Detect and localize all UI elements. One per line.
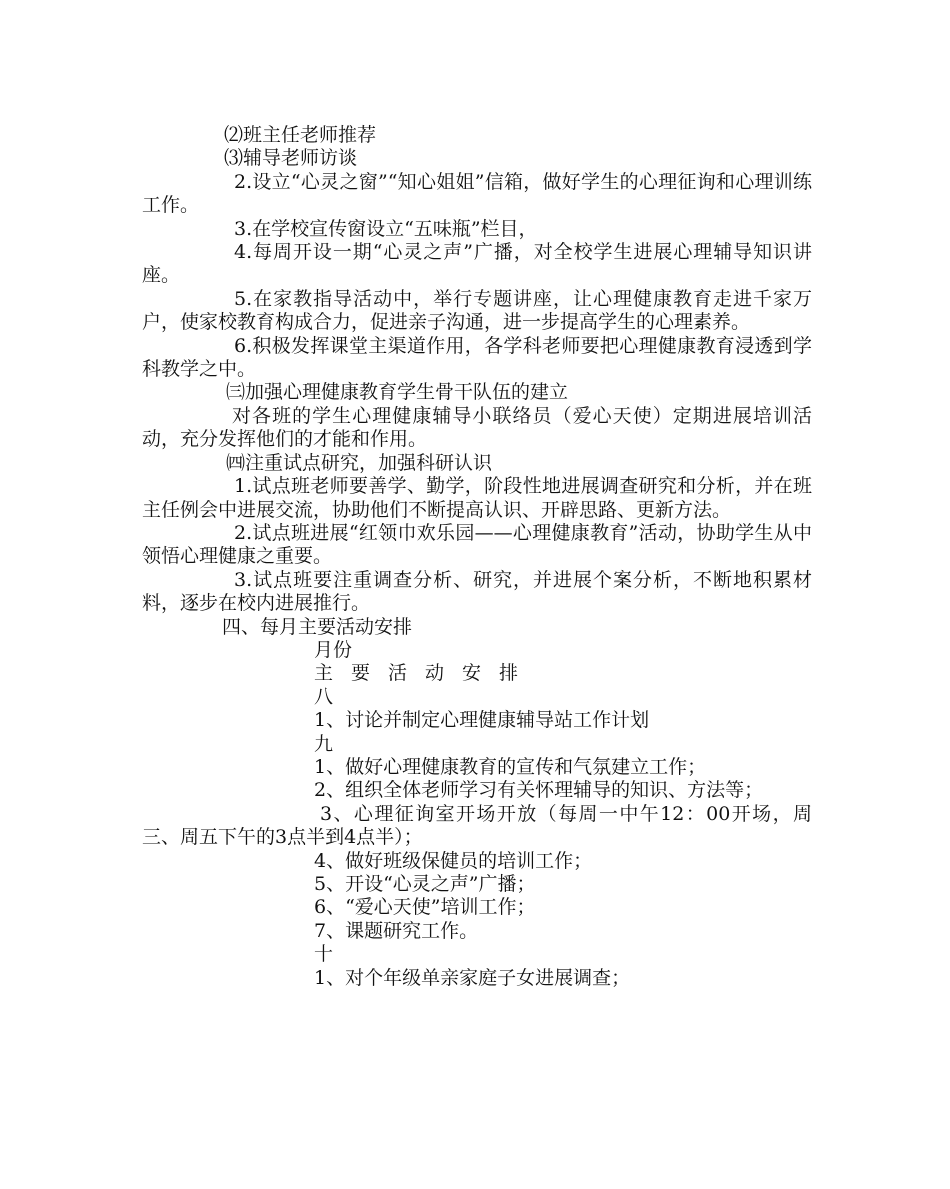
- document-body: [142, 124, 812, 990]
- schedule-activity: 4、做好班级保健员的培训工作；: [314, 849, 593, 872]
- schedule-header-activity: 主要活动安排: [314, 662, 537, 685]
- schedule-activity-counseling-room: 3、心理征询室开场开放（每周一中午12：00开场，周三、周五下午的3点半到4点半）；: [142, 802, 812, 849]
- schedule-activity: 2、组织全体老师学习有关怀理辅导的知识、方法等；: [314, 779, 764, 802]
- schedule-activity: 1、做好心理健康教育的宣传和气氛建立工作；: [314, 755, 707, 778]
- paragraph-pilot-3: 3.试点班要注重调查分析、研究，并进展个案分析，不断地积累材料，逐步在校内进展推行。: [142, 568, 812, 615]
- schedule-month-sep: 九: [314, 732, 334, 755]
- paragraph-interview: ⑶辅导老师访谈: [224, 147, 358, 170]
- schedule-activity: 6、“爱心天使”培训工作；: [314, 896, 536, 919]
- schedule-activity: 5、开设“心灵之声”广播；: [314, 873, 536, 895]
- schedule-activity: 1、对个年级单亲家庭子女进展调查；: [314, 966, 631, 989]
- schedule-month-aug: 八: [314, 685, 334, 708]
- paragraph-pilot-2: 2.试点班进展“红领巾欢乐园——心理健康教育”活动，协助学生从中领悟心理健康之重要。: [142, 521, 812, 568]
- schedule-activity: 1、讨论并制定心理健康辅导站工作计划: [314, 709, 650, 732]
- paragraph-recommend: ⑵班主任老师推荐: [224, 124, 377, 146]
- schedule-table: [142, 639, 812, 990]
- paragraph-item-6: 6.积极发挥课堂主渠道作用，各学科老师要把心理健康教育浸透到学科教学之中。: [142, 334, 812, 381]
- schedule-activity: 7、课题研究工作。: [314, 919, 479, 942]
- section-heading-4: ㈣注重试点研究，加强科研认识: [226, 451, 493, 474]
- paragraph-item-5: 5.在家教指导活动中，举行专题讲座，让心理健康教育走进千家万户，使家校教育构成合力，促进亲子沟通，进一步提高学生的心理素养。: [142, 287, 812, 334]
- paragraph-item-3: 3.在学校宣传窗设立“五味瓶”栏目，: [234, 217, 538, 240]
- section-heading-3: ㈢加强心理健康教育学生骨干队伍的建立: [226, 381, 569, 404]
- schedule-month-oct: 十: [314, 943, 334, 966]
- paragraph-pilot-1: 1.试点班老师要善学、勤学，阶段性地进展调查研究和分析，并在班主任例会中进展交流，协助他们不断提高认识、开辟思路、更新方法。: [142, 475, 812, 521]
- section-title-monthly: 四、每月主要活动安排: [222, 615, 413, 638]
- schedule-header-month: 月份: [314, 638, 353, 661]
- paragraph-item-4: 4.每周开设一期“心灵之声”广播，对全校学生进展心理辅导知识讲座。: [142, 241, 812, 287]
- paragraph-item-2: 2.设立“心灵之窗”“知心姐姐”信箱，做好学生的心理征询和心理训练工作。: [142, 170, 812, 217]
- paragraph-section-3-body: 对各班的学生心理健康辅导小联络员（爱心天使）定期进展培训活动，充分发挥他们的才能和作用。: [142, 404, 812, 451]
